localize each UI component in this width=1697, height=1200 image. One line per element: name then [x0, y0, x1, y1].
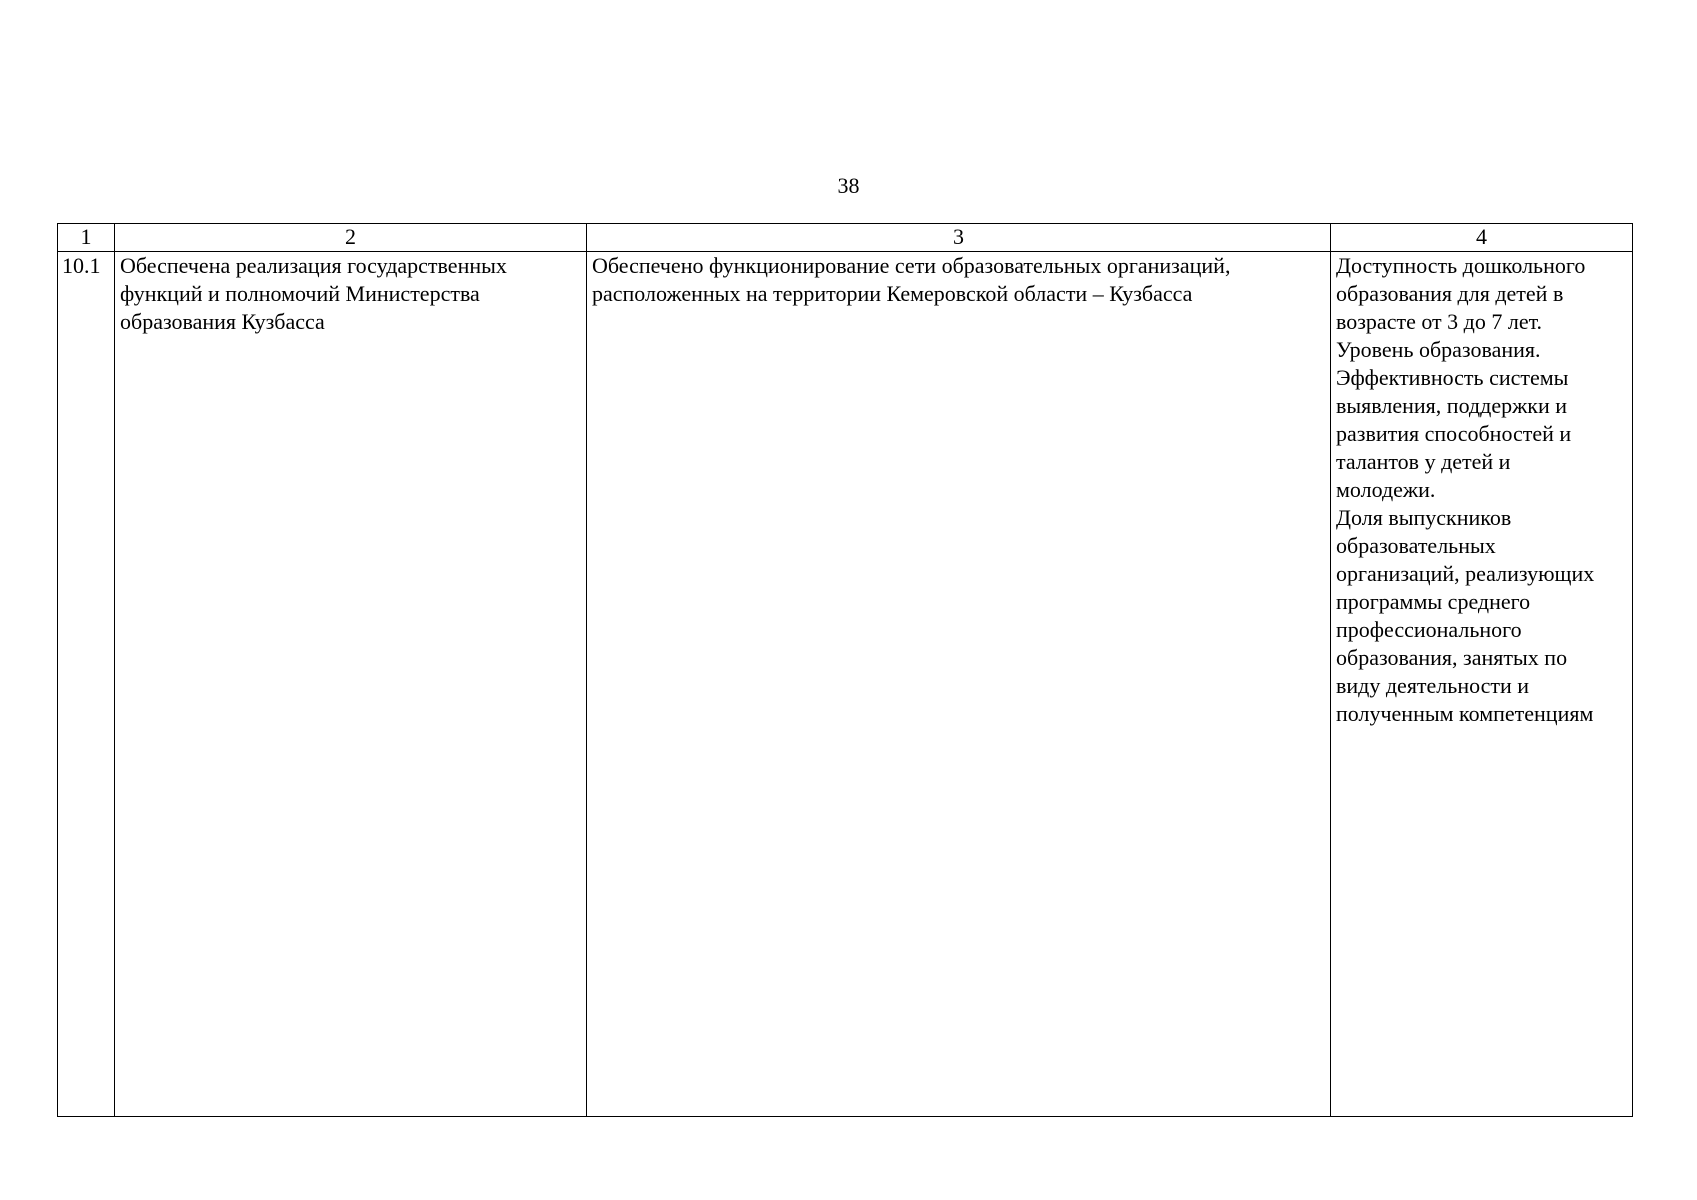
indicator-text-line: Эффективность системы: [1336, 365, 1569, 390]
row-number: 10.1: [62, 253, 101, 278]
result-cell: [115, 252, 587, 1117]
indicator-text-line: программы среднего: [1336, 589, 1531, 614]
description-cell: [587, 252, 1331, 1117]
indicator-text-line: образования, занятых по: [1336, 645, 1568, 670]
indicator-text-line: образования для детей в: [1336, 281, 1564, 306]
indicator-text-line: развития способностей и: [1336, 421, 1572, 446]
indicator-text-line: Уровень образования.: [1336, 337, 1541, 362]
result-text-line: функций и полномочий Министерства: [120, 281, 480, 306]
result-text-line: Обеспечена реализация государственных: [120, 253, 507, 278]
result-text-line: образования Кузбасса: [120, 309, 325, 334]
indicator-text-line: Доля выпускников: [1336, 505, 1512, 530]
indicator-text-line: профессионального: [1336, 617, 1522, 642]
indicator-text-line: молодежи.: [1336, 477, 1436, 502]
description-text-line: расположенных на территории Кемеровской области – Кузбасса: [592, 281, 1193, 306]
indicator-text-line: полученным компетенциям: [1336, 701, 1594, 726]
description-text-line: Обеспечено функционирование сети образовательных организаций,: [592, 253, 1231, 278]
indicator-text-line: выявления, поддержки и: [1336, 393, 1568, 418]
indicator-text-line: организаций, реализующих: [1336, 561, 1595, 586]
table-header-row: [58, 224, 1633, 252]
column-header-2: 2: [115, 224, 587, 252]
table-row: [58, 252, 1633, 1117]
indicator-text-line: образовательных: [1336, 533, 1496, 558]
page-number: 38: [837, 173, 860, 198]
column-header-3: 3: [587, 224, 1331, 252]
indicator-text-line: Доступность дошкольного: [1336, 253, 1586, 278]
column-header-1: 1: [58, 224, 115, 252]
column-header-4: 4: [1331, 224, 1633, 252]
row-number-cell: [58, 252, 115, 1117]
indicator-text-line: талантов у детей и: [1336, 449, 1511, 474]
document-table: [57, 223, 1633, 1117]
indicator-text-line: возрасте от 3 до 7 лет.: [1336, 309, 1543, 334]
indicator-text-line: виду деятельности и: [1336, 673, 1530, 698]
indicators-cell: [1331, 252, 1633, 1117]
